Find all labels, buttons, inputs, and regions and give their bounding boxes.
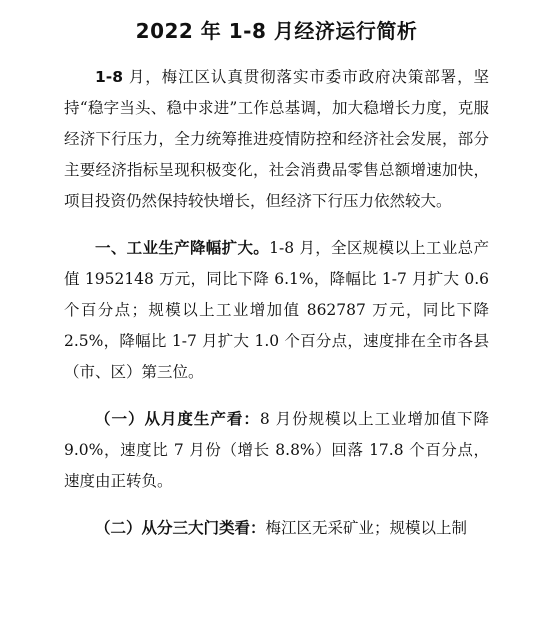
paragraph-monthly-production <box>64 404 489 497</box>
paragraph-industrial-text: 1-8 月，全区规模以上工业总产值 1952148 万元，同比下降 6.1%，降幅比 1-7 月扩大 0.6 个百分点；规模以上工业增加值 862787 万元，同比下降 2.5%，降幅比 1-7 月扩大 1.0 个百分点，速度排在全市各县（市、区）第三位。 <box>64 239 489 381</box>
subheading-three-sectors: （二）从分三大门类看： <box>95 519 266 537</box>
paragraph-industrial-production <box>64 233 489 388</box>
paragraph-intro <box>64 62 489 217</box>
paragraph-three-sectors <box>64 513 489 544</box>
paragraph-monthly-text: 8 月份规模以上工业增加值下降 9.0%，速度比 7 月份（增长 8.8%）回落 17.8 个百分点，速度由正转负。 <box>64 410 489 490</box>
paragraph-intro-lead: 1-8 <box>95 68 124 86</box>
document-title: 2022 年 1-8 月经济运行简析 <box>135 19 418 43</box>
paragraph-three-sectors-text: 梅江区无采矿业；规模以上制 <box>265 519 468 537</box>
paragraph-intro-text: 月，梅江区认真贯彻落实市委市政府决策部署，坚持“稳字当头、稳中求进”工作总基调，加大稳增长力度，克服经济下行压力，全力统筹推进疫情防控和经济社会发展，部分主要经济指标呈现积极变化，社会消费品零售总额增速加快，项目投资仍然保持较快增长，但经济下行压力依然较大。 <box>64 68 489 210</box>
section-heading-industrial: 一、工业生产降幅扩大。 <box>95 239 270 257</box>
subheading-monthly: （一）从月度生产看： <box>95 410 260 428</box>
